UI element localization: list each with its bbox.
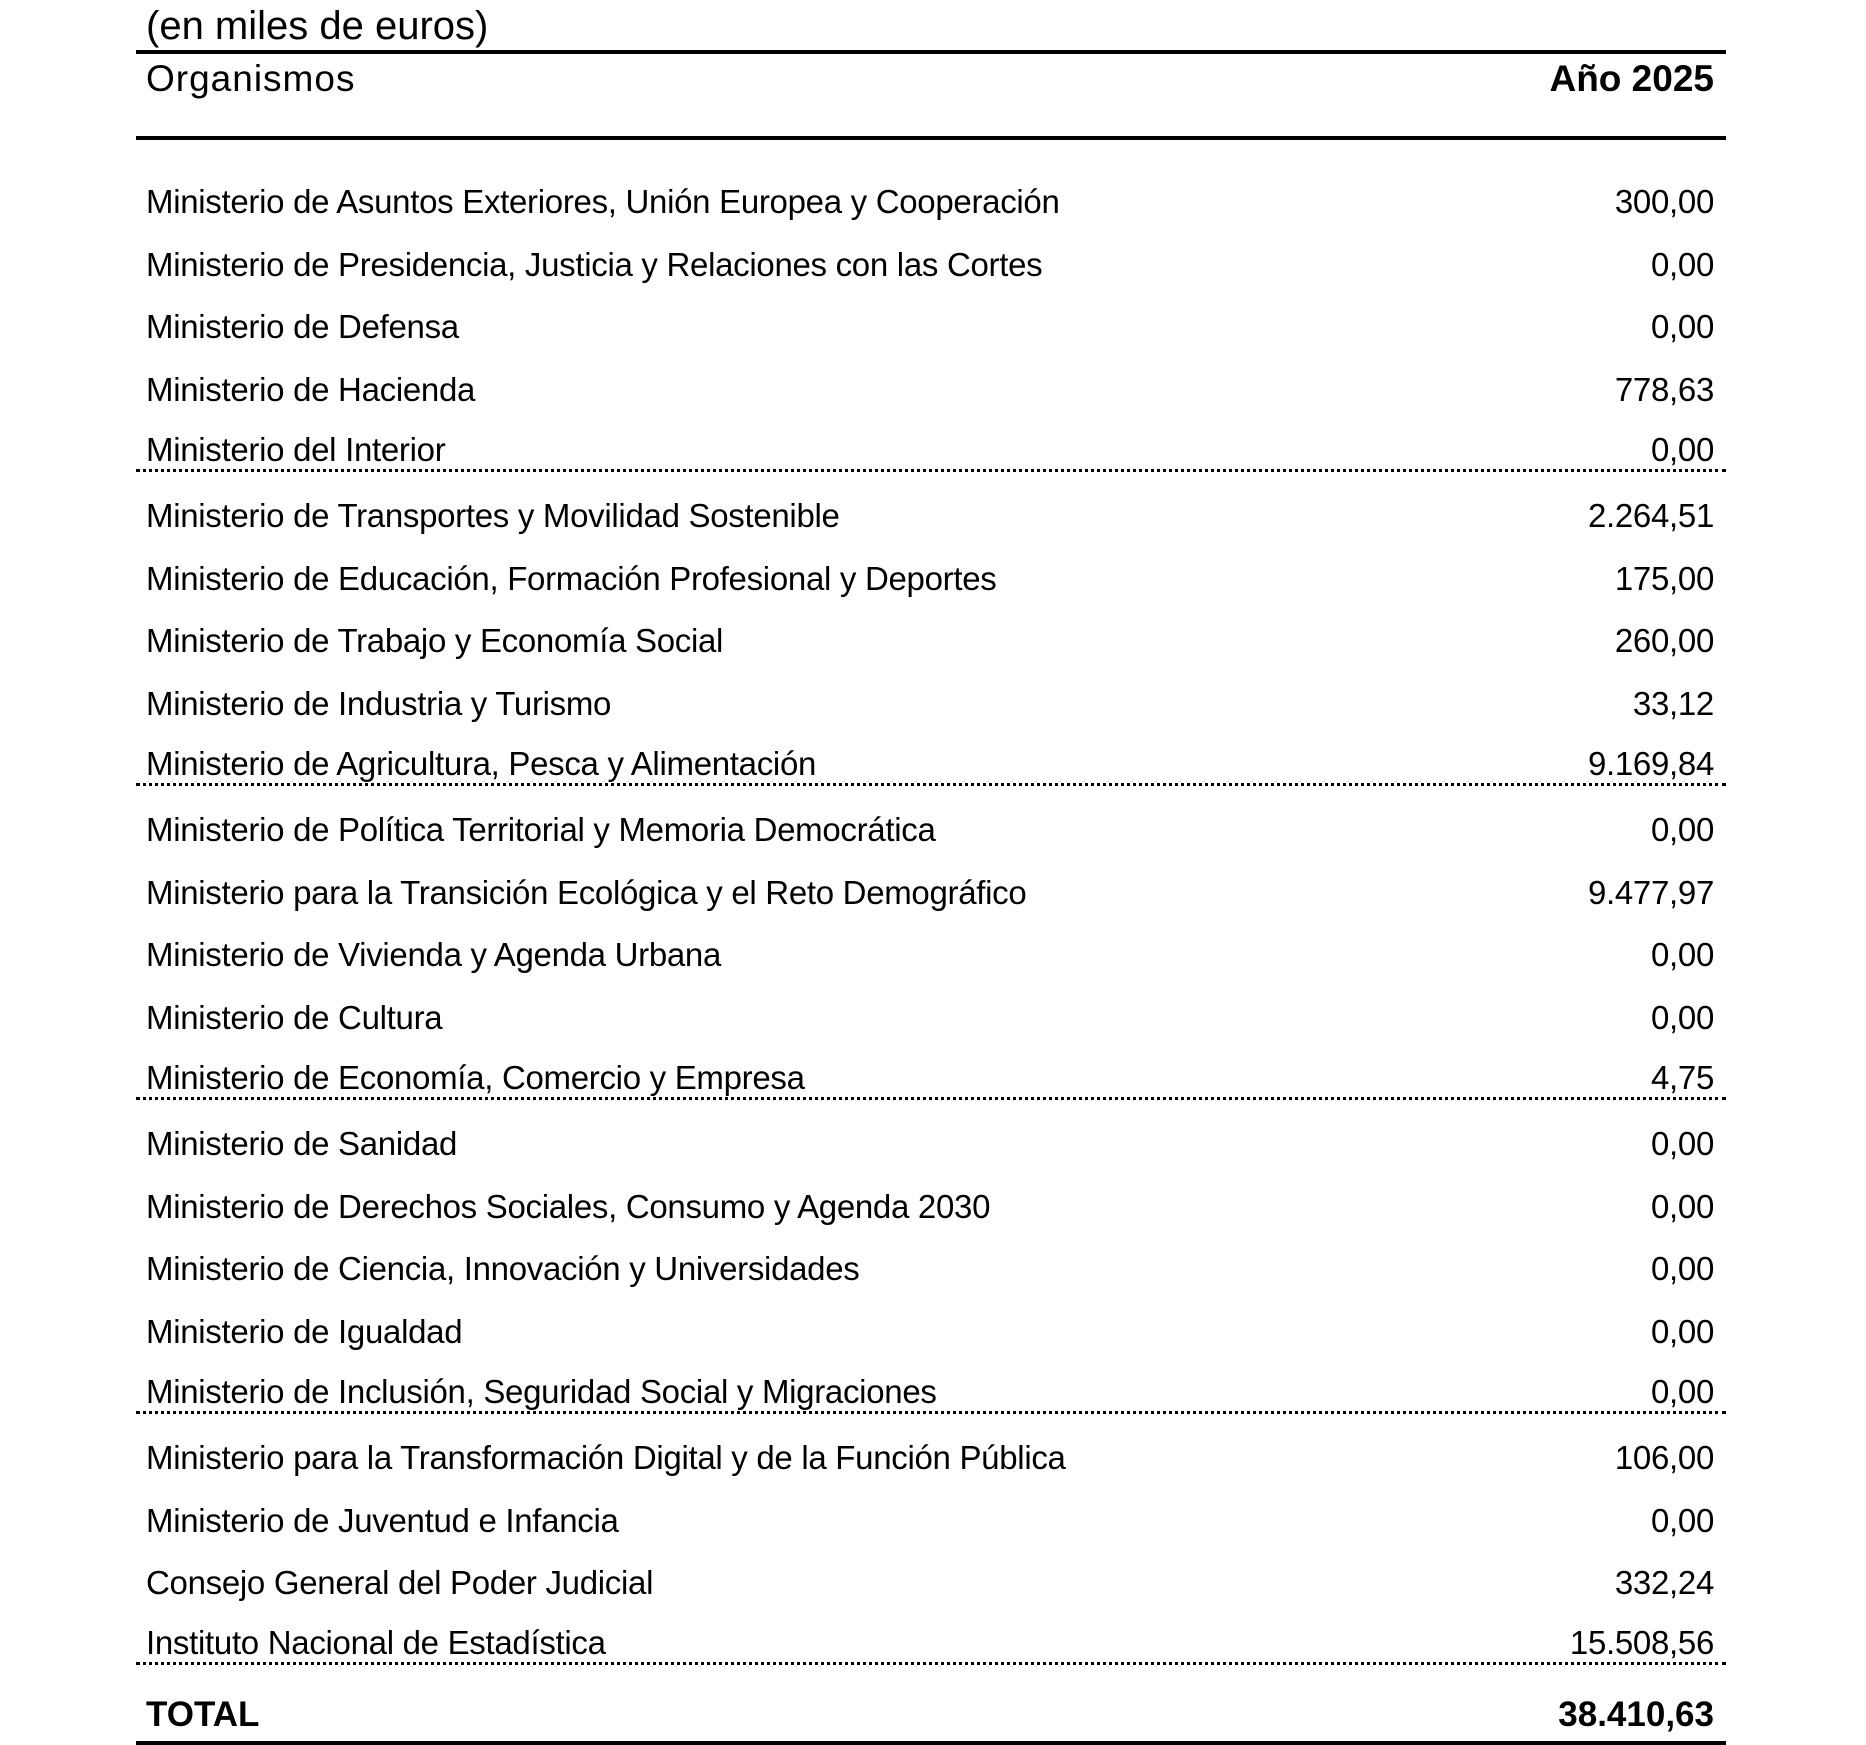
- row-label: Ministerio de Industria y Turismo: [146, 685, 612, 723]
- total-row: [136, 1665, 1726, 1745]
- units-note: (en miles de euros): [146, 4, 489, 48]
- row-label: Ministerio del Interior: [146, 430, 446, 468]
- row-label: Ministerio para la Transición Ecológica y el Reto Demográfico: [146, 873, 1027, 911]
- table-row: [136, 158, 1726, 221]
- table-row: [136, 723, 1726, 786]
- row-value: 0,00: [1650, 1250, 1714, 1288]
- row-label: Ministerio para la Transformación Digital y de la Función Pública: [146, 1438, 1066, 1476]
- row-value: 0,00: [1650, 245, 1714, 283]
- row-value: 0,00: [1650, 810, 1714, 848]
- row-label: Ministerio de Derechos Sociales, Consumo y Agenda 2030: [146, 1187, 991, 1225]
- table-row: [136, 1414, 1726, 1477]
- table-row: [136, 346, 1726, 409]
- row-label: Ministerio de Transportes y Movilidad Sostenible: [146, 496, 840, 534]
- table-row: [136, 1477, 1726, 1540]
- table-row: [136, 598, 1726, 661]
- table-row: [136, 974, 1726, 1037]
- column-header-year: Año 2025: [1549, 58, 1714, 99]
- row-label: Ministerio de Defensa: [146, 308, 459, 346]
- row-value: 175,00: [1614, 559, 1714, 597]
- row-value: 332,24: [1614, 1564, 1714, 1602]
- row-value: 0,00: [1650, 430, 1714, 468]
- row-label: Instituto Nacional de Estadística: [146, 1624, 606, 1662]
- table-row: [136, 284, 1726, 347]
- table-row: [136, 1288, 1726, 1351]
- table-row: [136, 1100, 1726, 1163]
- table-row: [136, 849, 1726, 912]
- table-row: [136, 660, 1726, 723]
- row-label: Ministerio de Agricultura, Pesca y Alimentación: [146, 744, 817, 782]
- row-label: Ministerio de Política Territorial y Memoria Democrática: [146, 810, 936, 848]
- row-value: 0,00: [1650, 1313, 1714, 1351]
- total-value: 38.410,63: [1558, 1695, 1714, 1735]
- row-label: Ministerio de Igualdad: [146, 1313, 463, 1351]
- row-value: 2.264,51: [1587, 496, 1714, 534]
- table-row: [136, 221, 1726, 284]
- table-row: [136, 1602, 1726, 1665]
- total-label: TOTAL: [146, 1695, 260, 1735]
- table-header: [136, 54, 1726, 136]
- row-label: Ministerio de Hacienda: [146, 371, 476, 409]
- row-value: 15.508,56: [1569, 1624, 1714, 1662]
- row-value: 0,00: [1650, 1372, 1714, 1410]
- row-value: 9.477,97: [1587, 873, 1714, 911]
- table-row: [136, 1226, 1726, 1289]
- row-label: Consejo General del Poder Judicial: [146, 1564, 654, 1602]
- row-value: 0,00: [1650, 1501, 1714, 1539]
- row-label: Ministerio de Economía, Comercio y Empresa: [146, 1058, 805, 1096]
- row-value: 300,00: [1614, 182, 1714, 220]
- budget-table: [136, 0, 1726, 1745]
- row-label: Ministerio de Cultura: [146, 999, 443, 1037]
- row-value: 260,00: [1614, 622, 1714, 660]
- row-value: 9.169,84: [1587, 744, 1714, 782]
- table-row: [136, 912, 1726, 975]
- row-value: 4,75: [1650, 1058, 1714, 1096]
- row-value: 33,12: [1632, 685, 1714, 723]
- row-label: Ministerio de Juventud e Infancia: [146, 1501, 619, 1539]
- row-value: 0,00: [1650, 936, 1714, 974]
- row-label: Ministerio de Educación, Formación Profesional y Deportes: [146, 559, 997, 597]
- row-label: Ministerio de Trabajo y Economía Social: [146, 622, 724, 660]
- table-row: [136, 409, 1726, 472]
- table-row: [136, 1351, 1726, 1414]
- table-row: [136, 472, 1726, 535]
- row-label: Ministerio de Inclusión, Seguridad Social y Migraciones: [146, 1372, 937, 1410]
- table-row: [136, 1163, 1726, 1226]
- row-value: 0,00: [1650, 1187, 1714, 1225]
- row-value: 0,00: [1650, 1124, 1714, 1162]
- row-label: Ministerio de Asuntos Exteriores, Unión Europea y Cooperación: [146, 182, 1060, 220]
- row-value: 106,00: [1614, 1438, 1714, 1476]
- row-label: Ministerio de Ciencia, Innovación y Universidades: [146, 1250, 860, 1288]
- table-row: [136, 535, 1726, 598]
- table-body: [136, 140, 1726, 1665]
- row-label: Ministerio de Presidencia, Justicia y Relaciones con las Cortes: [146, 245, 1043, 283]
- table-row: [136, 1540, 1726, 1603]
- table-row: [136, 786, 1726, 849]
- column-header-organismos: Organismos: [146, 58, 356, 99]
- row-value: 0,00: [1650, 308, 1714, 346]
- row-label: Ministerio de Sanidad: [146, 1124, 458, 1162]
- table-row: [136, 1037, 1726, 1100]
- row-value: 0,00: [1650, 999, 1714, 1037]
- row-label: Ministerio de Vivienda y Agenda Urbana: [146, 936, 722, 974]
- row-value: 778,63: [1614, 371, 1714, 409]
